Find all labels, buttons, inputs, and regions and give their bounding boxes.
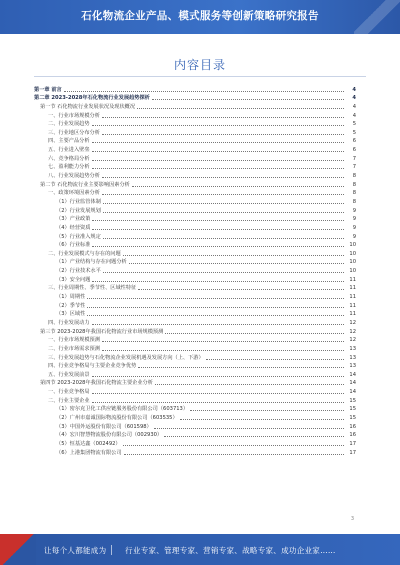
toc-entry-page: 16 — [349, 432, 356, 439]
toc-entry[interactable] — [34, 127, 356, 136]
toc-entry-title: （1）密尔克卫化工供应链服务股份有限公司（603713） — [56, 406, 189, 413]
toc-dot-leader — [102, 193, 344, 195]
toc-entry[interactable] — [34, 240, 356, 249]
toc-dot-leader — [123, 254, 344, 256]
toc-entry-title: （1）产业结构与存在问题分析 — [56, 259, 127, 266]
toc-entry[interactable] — [34, 196, 356, 205]
page-number: 3 — [350, 516, 354, 522]
toc-entry-page: 9 — [352, 207, 356, 214]
toc-entry[interactable] — [34, 153, 356, 162]
toc-entry-title: 第四节 2023-2028年我国石化物流主要企业分析 — [40, 380, 153, 387]
toc-entry-page: 10 — [349, 268, 356, 275]
toc-entry-title: 二、行业发展模式与存在的问题 — [48, 250, 121, 257]
toc-entry[interactable] — [34, 84, 356, 93]
toc-entry[interactable] — [34, 231, 356, 240]
toc-entry-page: 15 — [349, 397, 356, 404]
toc-entry[interactable] — [34, 386, 356, 395]
toc-entry[interactable] — [34, 438, 356, 447]
toc-entry-page: 8 — [352, 173, 356, 180]
toc-entry-page: 11 — [349, 302, 356, 309]
toc-entry-page: 11 — [349, 294, 356, 301]
footer-slogan-right: 行业专家、管理专家、营销专家、战略专家、成功企业家…… — [125, 546, 336, 555]
toc-dot-leader — [92, 401, 344, 403]
toc-entry-title: 第二节 石化物流行业主要影响因素分析 — [40, 181, 130, 188]
toc-entry[interactable] — [34, 283, 356, 292]
toc-entry-title: （4）宏川智慧物流股份有限公司（002930） — [56, 432, 163, 439]
toc-dot-leader — [87, 306, 344, 308]
toc-dot-leader — [102, 116, 344, 118]
toc-entry-page: 15 — [349, 406, 356, 413]
toc-entry[interactable] — [34, 205, 356, 214]
toc-entry[interactable] — [34, 265, 356, 274]
toc-entry[interactable] — [34, 162, 356, 171]
toc-entry-title: （5）恒基达鑫（002492） — [56, 440, 121, 447]
toc-entry-page: 13 — [349, 345, 356, 352]
toc-entry-title: （1）行业监管体制 — [56, 198, 101, 205]
toc-dot-leader — [164, 435, 344, 437]
toc-entry-title: （6）上港集团物流有限公司 — [56, 449, 122, 456]
toc-entry[interactable] — [34, 257, 356, 266]
toc-entry[interactable] — [34, 378, 356, 387]
toc-entry-title: 六、竞争格局分析 — [48, 155, 90, 162]
toc-dot-leader — [87, 314, 344, 316]
toc-entry[interactable] — [34, 326, 356, 335]
toc-entry[interactable] — [34, 136, 356, 145]
toc-entry-page: 12 — [349, 328, 356, 335]
toc-entry-title: （5）行业准入规定 — [56, 233, 101, 240]
toc-entry[interactable] — [34, 395, 356, 404]
toc-entry-title: 第一节 石化物流行业发展状况及现状概况 — [40, 103, 136, 110]
toc-entry-title: （3）区域性 — [56, 311, 86, 318]
toc-entry-page: 10 — [349, 242, 356, 249]
toc-entry-title: （4）经营资质 — [56, 224, 91, 231]
toc-entry-page: 10 — [349, 250, 356, 257]
toc-heading: 内容目录 — [173, 58, 226, 72]
toc-dot-leader — [103, 237, 344, 239]
toc-dot-leader — [103, 271, 344, 273]
toc-dot-leader — [103, 202, 344, 204]
toc-entry-page: 13 — [349, 363, 356, 370]
toc-entry-title: 二、行业发展趋势 — [48, 121, 90, 128]
toc-entry-page: 10 — [349, 259, 356, 266]
toc-entry-title: （6）行业标准 — [56, 242, 91, 249]
toc-entry-page: 9 — [352, 216, 356, 223]
toc-entry[interactable] — [34, 369, 356, 378]
toc-dot-leader — [165, 332, 344, 334]
toc-entry-page: 4 — [352, 112, 356, 119]
toc-dot-leader — [92, 124, 344, 126]
toc-heading-divider — [34, 76, 366, 77]
toc-entry[interactable] — [34, 170, 356, 179]
toc-entry[interactable] — [34, 421, 356, 430]
toc-dot-leader — [92, 219, 344, 221]
toc-entry[interactable] — [34, 335, 356, 344]
footer-slogan — [44, 545, 374, 556]
toc-entry-page: 12 — [349, 319, 356, 326]
toc-entry[interactable] — [34, 343, 356, 352]
toc-entry-page: 4 — [352, 103, 356, 110]
toc-entry-title: 四、主要产品分析 — [48, 138, 90, 145]
toc-entry-title: （2）季节性 — [56, 302, 86, 309]
toc-dot-leader — [92, 159, 344, 161]
toc-entry-title: 第二章 2023-2028年石化物流行业发展趋势探析 — [34, 95, 150, 102]
toc-entry-title: （2）行业发展规划 — [56, 207, 101, 214]
toc-dot-leader — [138, 288, 344, 290]
toc-entry-page: 8 — [352, 181, 356, 188]
toc-dot-leader — [92, 141, 344, 143]
toc-entry-page: 17 — [349, 449, 356, 456]
toc-entry-page: 13 — [349, 354, 356, 361]
toc-entry-page: 16 — [349, 423, 356, 430]
toc-entry-page: 4 — [352, 95, 356, 102]
toc-entry-page: 8 — [352, 198, 356, 205]
toc-dot-leader — [103, 211, 344, 213]
toc-entry-title: 一、行业市场规模分析 — [48, 112, 100, 119]
toc-dot-leader — [92, 245, 344, 247]
toc-entry-title: 四、行业发展动力 — [48, 319, 90, 326]
toc-entry[interactable] — [34, 214, 356, 223]
toc-dot-leader — [102, 340, 344, 342]
toc-dot-leader — [137, 107, 344, 109]
toc-entry-title: （2）行业技术水平 — [56, 268, 101, 275]
toc-entry[interactable] — [34, 188, 356, 197]
toc-entry[interactable] — [34, 119, 356, 128]
toc-entry[interactable] — [34, 309, 356, 318]
toc-entry-title: （3）安全问题 — [56, 276, 91, 283]
toc-dot-leader — [124, 453, 344, 455]
toc-entry-page: 14 — [349, 371, 356, 378]
toc-entry[interactable] — [34, 144, 356, 153]
toc-dot-leader — [92, 375, 344, 377]
toc-entry-page: 14 — [349, 380, 356, 387]
toc-dot-leader — [152, 98, 344, 100]
toc-entry-page: 17 — [349, 440, 356, 447]
toc-entry[interactable] — [34, 101, 356, 110]
toc-entry[interactable] — [34, 93, 356, 102]
toc-list — [34, 84, 356, 456]
toc-entry-page: 9 — [352, 233, 356, 240]
toc-entry-title: 七、盈利能力分析 — [48, 164, 90, 171]
toc-dot-leader — [102, 176, 344, 178]
toc-dot-leader — [92, 280, 344, 282]
toc-entry-page: 14 — [349, 389, 356, 396]
toc-entry-page: 7 — [352, 155, 356, 162]
toc-dot-leader — [92, 150, 344, 152]
toc-entry-page: 12 — [349, 337, 356, 344]
toc-entry[interactable] — [34, 352, 356, 361]
toc-entry[interactable] — [34, 291, 356, 300]
toc-entry[interactable] — [34, 274, 356, 283]
toc-dot-leader — [102, 349, 344, 351]
toc-entry[interactable] — [34, 179, 356, 188]
toc-entry-title: 三、行业周期性、季节性、区域性特征 — [48, 285, 137, 292]
toc-entry-title: 三、行业发展趋势与石化物流企业发展机遇及发展方向（上、下游） — [48, 354, 204, 361]
toc-entry-title: 二、行业市场需求预测 — [48, 345, 100, 352]
toc-entry[interactable] — [34, 430, 356, 439]
toc-dot-leader — [190, 409, 344, 411]
toc-entry-title: （3）产业政策 — [56, 216, 91, 223]
toc-entry-title: （2）广州市嘉诚国际物流股份有限公司（603535） — [56, 414, 178, 421]
footer-slogan-left: 让每个人都能成为 — [44, 546, 107, 555]
footer-accent-mark — [0, 534, 36, 565]
toc-dot-leader — [154, 427, 344, 429]
toc-entry-page: 6 — [352, 138, 356, 145]
toc-entry-page: 8 — [352, 190, 356, 197]
toc-dot-leader — [180, 418, 344, 420]
toc-entry-page: 11 — [349, 276, 356, 283]
toc-entry-page: 7 — [352, 164, 356, 171]
toc-entry-title: （3）中国外运股份有限公司（601598） — [56, 423, 152, 430]
toc-dot-leader — [92, 167, 344, 169]
toc-dot-leader — [92, 392, 344, 394]
toc-entry-page: 5 — [352, 121, 356, 128]
toc-entry[interactable] — [34, 361, 356, 370]
toc-entry[interactable] — [34, 248, 356, 257]
toc-entry-title: （1）周期性 — [56, 294, 86, 301]
toc-entry[interactable] — [34, 110, 356, 119]
toc-entry-page: 6 — [352, 147, 356, 154]
toc-dot-leader — [138, 366, 344, 368]
toc-entry[interactable] — [34, 404, 356, 413]
toc-entry[interactable] — [34, 412, 356, 421]
toc-entry[interactable] — [34, 317, 356, 326]
toc-entry-page: 11 — [349, 311, 356, 318]
toc-entry-page: 4 — [352, 86, 356, 93]
toc-entry-title: 四、行业竞争格局与主要企业竞争优势 — [48, 363, 137, 370]
report-title: 石化物流企业产品、模式服务等创新策略研究报告 — [81, 10, 319, 22]
toc-entry-title: 二、行业主要企业 — [48, 397, 90, 404]
toc-entry-title: 五、行业进入壁垒 — [48, 147, 90, 154]
toc-entry-page: 9 — [352, 224, 356, 231]
toc-entry-page: 15 — [349, 414, 356, 421]
toc-dot-leader — [102, 133, 344, 135]
toc-entry-title: 三、行业地区分布分析 — [48, 129, 100, 136]
toc-entry[interactable] — [34, 300, 356, 309]
toc-dot-leader — [64, 90, 344, 92]
toc-entry-title: 八、行业发展趋势分析 — [48, 173, 100, 180]
toc-entry-title: 五、行业发展前景 — [48, 371, 90, 378]
toc-dot-leader — [92, 228, 344, 230]
toc-dot-leader — [155, 383, 344, 385]
toc-entry-title: 一、行业竞争格局 — [48, 389, 90, 396]
toc-entry[interactable] — [34, 447, 356, 456]
toc-entry-page: 11 — [349, 285, 356, 292]
toc-dot-leader — [132, 185, 344, 187]
toc-dot-leader — [87, 297, 344, 299]
toc-entry-title: 一、政策环境因素分析 — [48, 190, 100, 197]
toc-dot-leader — [206, 358, 344, 360]
footer-divider — [111, 545, 112, 555]
toc-entry-title: 第三节 2023-2028年我国石化物流行业市场规模预测 — [40, 328, 164, 335]
toc-dot-leader — [123, 444, 344, 446]
toc-entry[interactable] — [34, 222, 356, 231]
toc-entry-title: 第一章 前言 — [34, 86, 62, 93]
toc-entry-page: 5 — [352, 129, 356, 136]
toc-dot-leader — [92, 323, 344, 325]
toc-dot-leader — [129, 262, 344, 264]
toc-entry-title: 一、行业市场规模预测 — [48, 337, 100, 344]
